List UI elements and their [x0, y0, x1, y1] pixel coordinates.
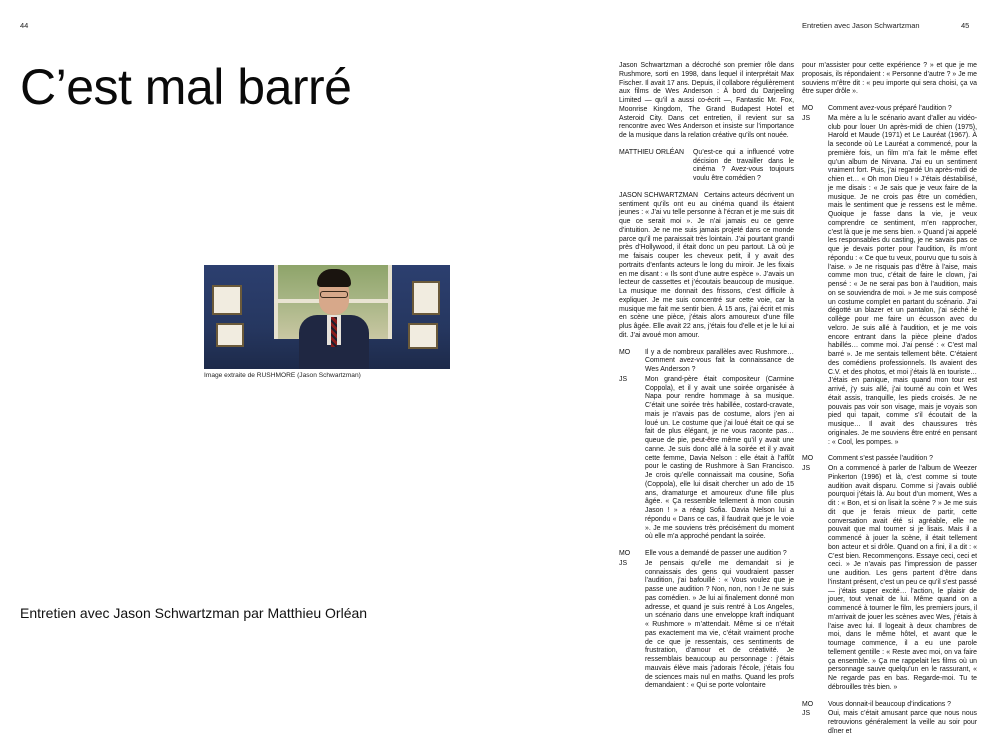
- article-subtitle: Entretien avec Jason Schwartzman par Matthieu Orléan: [20, 605, 368, 621]
- article-title: C’est mal barré: [20, 59, 352, 115]
- answer-text: Ma mère a lu le scénario avant d’aller au vidéo-club pour louer Un après-midi de chien (1975), Harold et Maude (1971) et Le Lauréat (1967). À la seconde où Le Lauréat a commencé, pour la première fois, un film m’a fait le même effet qu’un album de Nirvana. J’ai eu un sentiment vraiment fort. Puis, j’ai regardé Un après-midi de chien et… « Oh mon Dieu ! » J’étais déstabilisé, je me disais : « Je sais que je veux faire de la musique. Je ne crois pas être un comédien, mais le sentiment que je ressens est le même. Quoique je fasse dans la vie, je veux comprendre ce sentiment, m’en rapprocher, c’est là que je me sens bien. » Quand j’ai appelé les responsables du casting, je ne savais pas ce que je devais porter pour l’audition, ils m’ont répondu : « Ce que tu veux, pourvu que tu sois à l’aise. » Je ne risquais pas d’être à l’aise, mais comme mon truc, c’était de faire le clown, j’ai pensé : « Je ne serai pas bon à l’audition, mais on se souviendra de moi. » Je me suis composé un costume complet en partant du scénario. J’ai dégotté un blazer et un pantalon, j’ai séché le collège pour me faire un écusson avec du velcro. Je suis allé à l’audition, et je me vois encore entrant dans la pièce pleine d’ados habillés… comme moi. J’ai pensé : « C’est mal barré ». Je me sentais tellement bête. C’étaient des comédiens professionnels. Ils avaient des C.V. et des photos, et moi j’étais là en touriste… J’étais en panique, mais quand mon tour est arrivé, j’y suis allé, j’ai tourné au coin et Wes était assis, tranquille, les pieds croisés. Je ne pouvais pas voir son visage, mais je voyais son pied qui tapait, comme s’il écoutait de la musique… Il avait des chaussures très originales. Je me souviens être entré en pensant : « Cool, les pompes. »: [828, 114, 978, 446]
- question-block: [619, 149, 794, 184]
- answer-block: [619, 560, 794, 691]
- question-text: Comment s’est passée l’audition ?: [828, 455, 933, 463]
- answer-text: Oui, mais c’était amusant parce que nous nous retrouvions généralement la veille au soir pour dîner et: [828, 710, 977, 735]
- question-text: Elle vous a demandé de passer une audition ?: [645, 550, 787, 557]
- answer-block: [802, 465, 977, 693]
- question-block: [802, 455, 977, 464]
- question-block: [802, 701, 977, 710]
- speaker-label: MO: [619, 348, 631, 356]
- speaker-label: JS: [802, 465, 811, 472]
- answer-block: [802, 710, 977, 736]
- speaker-label: MATTHIEU ORLÉAN: [619, 148, 684, 156]
- speaker-label: JASON SCHWARTZMAN: [619, 191, 698, 199]
- question-text: Il y a de nombreux parallèles avec Rushmore… Comment avez-vous fait la connaissance de Wes Anderson ?: [645, 348, 794, 373]
- answer-block: [619, 376, 794, 542]
- answer-paragraph: [619, 192, 794, 341]
- speaker-label: JS: [619, 375, 628, 383]
- text-column-2: [802, 62, 978, 735]
- question-text: Comment avez-vous préparé l’audition ?: [828, 105, 952, 112]
- question-block: [802, 105, 977, 114]
- answer-text: Certains acteurs décrivent un sentiment qu’ils ont eu au cinéma quand ils étaient jeunes : « J’ai vu telle personne à l’écran et je me suis dit que ce serait moi ». Je n’ai jamais eu ce genre d’intuition. Je ne me suis jamais projeté dans ce monde parce qu’il me paraissait très lointain. J’ai pourtant grandi près d’Hollywood, il était donc un peu partout. Là où je me faisais couper les cheveux petit, il y avait des portraits d’enfants acteurs le long du miroir. Je les fixais en me disant : « Ils sont d’une autre espèce ». J’avais un lecteur de cassettes et j’écoutais beaucoup de musique. La musique me donnait des frissons, c’est difficile à expliquer. Je me suis concentré sur cette voie, car la musique me fait me sentir bien. À 15 ans, j’ai écrit et mis en scène une pièce, j’étais alors amoureux d’une fille plus âgée. Elle avait 22 ans, j’étais fou d’elle et je le lui ai dit. J’ai avoué mon amour.: [619, 191, 794, 339]
- image-caption: Image extraite de RUSHMORE (Jason Schwartzman): [204, 372, 361, 379]
- question-text: Vous donnait-il beaucoup d’indications ?: [828, 700, 951, 708]
- speaker-label: MO: [802, 455, 814, 463]
- question-block: [619, 349, 794, 375]
- question-block: [619, 550, 794, 559]
- answer-text: On a commencé à parler de l’album de Weezer Pinkerton (1996) et là, c’est comme si toute audition avait disparu. Comme si j’avais oublié pourquoi j’étais là. Au bout d’un moment, Wes a dit : « Bon, et si on lisait la scène ? » Je me suis dit que je ferais mieux de partir, cette conversation avait été si agréable, elle ne pouvait que mal tourner si je lisais. Mais il a commencé à jouer la scène, il était tellement bon acteur et si drôle. Quand on a fini, il a dit : « C’est bien. Recommençons. Essaye ceci, ceci et ceci. » Je n’avais pas l’impression de passer une audition. Les gens partent d’être dans l’instant présent, c’est un peu ce qu’il s’est passé — j’étais super excité… l’action, le plaisir de jouer, tout venait de lui. Même quand on a commencé à tourner le film, les premiers jours, il m’arrivait de jouer les scènes avec Wes, j’étais à l’aise avec lui. Il logeait à deux chambres de moi, dans le même hôtel, et avant que le tournage commence, il a eu une parole tellement gentille : « Reste avec moi, on va faire ça ensemble. » Ça me rappelait les films où un personnage sauve quelqu’un en le rassurant, « Ne regarde pas en bas. Regarde-moi. Tu te débrouilles très bien. »: [828, 465, 977, 691]
- right-page-number: 45: [961, 21, 970, 30]
- text-column-1: [619, 62, 794, 690]
- question-text: Qu’est-ce qui a influencé votre décision de travailler dans le cinéma ? Avez-vous toujours voulu être comédien ?: [693, 148, 794, 182]
- speaker-label: MO: [619, 550, 631, 557]
- running-title: Entretien avec Jason Schwartzman: [802, 21, 920, 30]
- speaker-label: JS: [802, 710, 811, 718]
- film-still-image: [204, 265, 450, 369]
- intro-paragraph: Jason Schwartzman a décroché son premier rôle dans Rushmore, sorti en 1998, dans lequel il interprétait Max Fischer. Il avait 17 ans. Depuis, il collabore régulièrement aux films de Wes Anderson : À bord du Darjeeling Limited — qu’il a aussi co-écrit —, Fantastic Mr. Fox, Moonrise Kingdom, The Grand Budapest Hotel et Asteroid City. Dans cet entretien, il revient sur sa rencontre avec Wes Anderson et insiste sur l’importance de la musique dans la relation créative qu’ils ont nouée.: [619, 62, 794, 139]
- answer-text: Je pensais qu’elle me demandait si je connaissais des gens qui voudraient passer l’audition, j’ai bafouillé : « Vous voulez que je passe une audition ? Non, non, non ! Je ne suis pas comédien. » Je lui ai finalement donné mon adresse, et quand je suis rentré à Los Angeles, un scénario dans une enveloppe kraft indiquant « Rushmore » m’attendait. Même si ce n’était pas exactement ma vie, c’était vraiment proche de ce que je ressentais, ces sentiments de frustration, d’amour et de créativité. Je ressemblais beaucoup au personnage : j’étais mauvais élève mais j’adorais l’école, j’étais fou de sciences mais nul en maths. Quand les profs demandaient : « Qui se porte volontaire: [645, 559, 794, 690]
- answer-block: [802, 115, 977, 448]
- speaker-label: JS: [802, 114, 811, 122]
- speaker-label: JS: [619, 559, 628, 567]
- left-page-number: 44: [20, 21, 29, 30]
- speaker-label: MO: [802, 105, 814, 112]
- continued-paragraph: pour m’assister pour cette expérience ? » et que je me proposais, ils répondaient : « Personne d’autre ? » Je me souviens m’être dit : « peu importe qui sera choisi, ça va être super drôle ».: [802, 62, 977, 96]
- answer-text: Mon grand-père était compositeur (Carmine Coppola), et il y avait une soirée organisée à Napa pour rendre hommage à sa musique. C’était une soirée très habillée, costard-cravate, mais je n’avais pas de costume, alors j’en ai loué un. Le costume que j’ai loué était ce qui se fait de plus élégant, je ne vous raconte pas… queue de pie, peut-être même qu’il y avait une canne. Je suis donc allé à la soirée et il y avait cette femme, Davia Nelson : elle était à l’affût pour le casting de Rushmore à San Francisco. Je crois qu’elle connaissait ma cousine, Sofia (Coppola), elle lui disait chercher un ado de 15 ans, dramaturge et amoureux d’une fille plus âgée. « Ça ressemble tellement à mon cousin Jason ! » a réagi Sofia. Davia Nelson lui a répondu « Dans ce cas, il faudrait que je le voie ». Je me souviens très précisément du moment où elle m’a approché pendant la soirée.: [645, 375, 794, 541]
- speaker-label: MO: [802, 700, 814, 708]
